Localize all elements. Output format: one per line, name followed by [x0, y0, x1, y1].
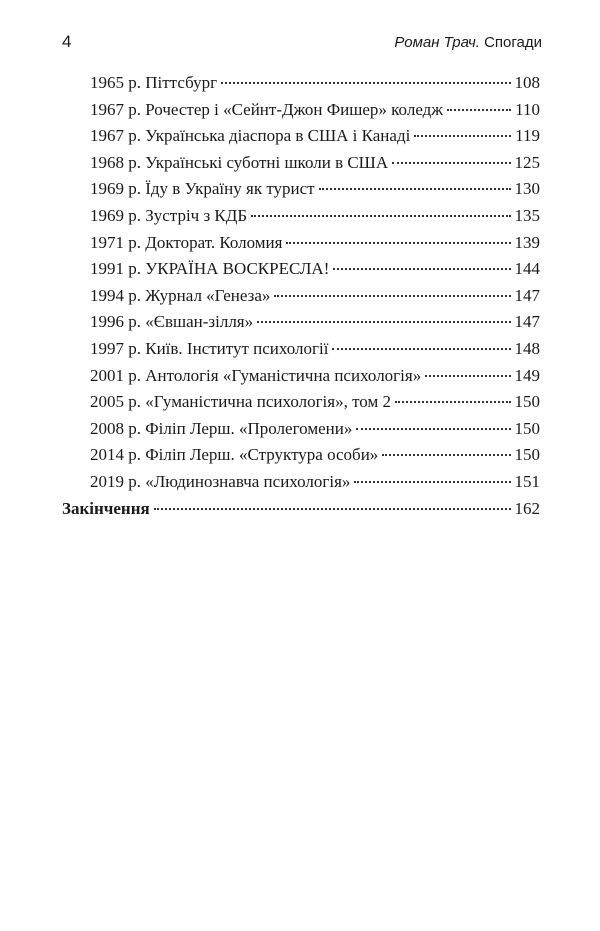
dot-leader: [356, 427, 510, 430]
toc-entry: [62, 442, 540, 469]
toc-entry-title: 1996 р. «Євшан-зілля»: [90, 312, 254, 332]
dot-leader: [354, 480, 510, 483]
toc-entry: [62, 203, 540, 230]
toc-entry-title: 2008 р. Філіп Лерш. «Пролегомени»: [90, 418, 353, 438]
toc-entry-page: 150: [514, 445, 540, 465]
toc-entry-title: 1971 р. Докторат. Коломия: [90, 232, 283, 252]
running-head-book-title: Спогади: [484, 34, 542, 51]
toc-entry: [62, 469, 540, 496]
toc-entry-title: 2019 р. «Людинознавча психологія»: [90, 471, 351, 491]
dot-leader: [447, 108, 511, 111]
toc-entry: [62, 150, 540, 177]
toc-entry-page: 110: [515, 99, 540, 119]
dot-leader: [251, 214, 510, 217]
toc-entry-title: 1967 р. Українська діаспора в США і Канаді: [90, 126, 411, 146]
running-head-author: Роман Трач.: [394, 34, 480, 51]
toc-entry-page: 162: [514, 498, 540, 518]
toc-entry: [62, 256, 540, 283]
running-head: [394, 34, 542, 51]
page-header: [62, 32, 542, 54]
toc-entry: [62, 309, 540, 336]
toc-entry-page: 139: [514, 232, 540, 252]
dot-leader: [274, 294, 510, 297]
toc-entry: [62, 123, 540, 150]
page-number: 4: [62, 32, 72, 51]
toc-entry-page: 147: [514, 285, 540, 305]
dot-leader: [382, 453, 510, 456]
toc-entry-title: 1997 р. Київ. Інститут психології: [90, 338, 329, 358]
toc-entry: [62, 416, 540, 443]
toc-entry: [62, 70, 540, 97]
toc-entry-title: 1994 р. Журнал «Генеза»: [90, 285, 271, 305]
toc-entry-page: 149: [514, 365, 540, 385]
toc-entry-title: 1968 р. Українські суботні школи в США: [90, 152, 389, 172]
dot-leader: [286, 241, 510, 244]
dot-leader: [154, 507, 511, 510]
dot-leader: [392, 161, 510, 164]
toc-entry-page: 147: [514, 312, 540, 332]
toc-entry-page: 148: [514, 338, 540, 358]
dot-leader: [221, 81, 510, 84]
dot-leader: [332, 347, 510, 350]
toc-entry-title: 1969 р. Зустріч з КДБ: [90, 205, 248, 225]
toc-entry-title: 2014 р. Філіп Лерш. «Структура особи»: [90, 445, 379, 465]
toc-entry-page: 151: [514, 471, 540, 491]
toc-entry-title: 1967 р. Рочестер і «Сейнт-Джон Фишер» коледж: [90, 99, 444, 119]
dot-leader: [425, 374, 510, 377]
dot-leader: [414, 134, 511, 137]
toc-entry-page: 125: [514, 152, 540, 172]
table-of-contents: [62, 70, 540, 522]
toc-entry-title: 2005 р. «Гуманістична психологія», том 2: [90, 392, 391, 412]
toc-entry-title: Закінчення: [62, 498, 150, 518]
toc-entry-final: [62, 496, 540, 523]
toc-entry-title: 1969 р. Їду в Україну як турист: [90, 179, 315, 199]
toc-entry-page: 150: [514, 392, 540, 412]
toc-entry-title: 1991 р. УКРАЇНА ВОСКРЕСЛА!: [90, 259, 330, 279]
toc-entry-page: 119: [515, 126, 540, 146]
toc-entry: [62, 283, 540, 310]
toc-entry: [62, 97, 540, 124]
toc-entry-title: 1965 р. Піттсбург: [90, 73, 218, 92]
toc-entry: [62, 336, 540, 363]
dot-leader: [395, 400, 511, 403]
dot-leader: [319, 187, 511, 190]
toc-entry-page: 135: [514, 205, 540, 225]
toc-entry-page: 150: [514, 418, 540, 438]
toc-entry-title: 2001 р. Антологія «Гуманістична психологія»: [90, 365, 422, 385]
dot-leader: [257, 320, 510, 323]
toc-entry-page: 144: [514, 259, 540, 279]
toc-entry: [62, 230, 540, 257]
toc-entry: [62, 176, 540, 203]
dot-leader: [333, 267, 510, 270]
toc-entry-page: 130: [514, 179, 540, 199]
toc-entry-page: 108: [514, 73, 540, 92]
toc-entry: [62, 363, 540, 390]
toc-entry: [62, 389, 540, 416]
